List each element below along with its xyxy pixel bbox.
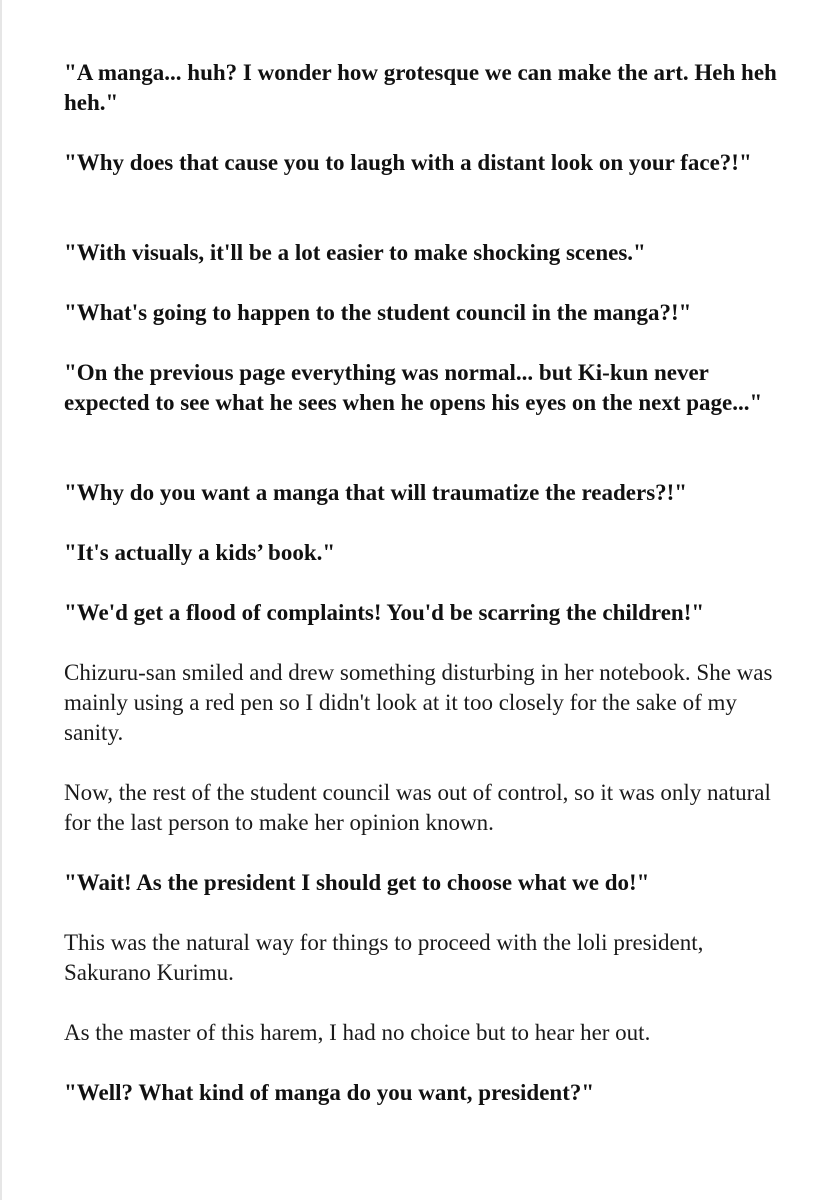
dialogue-line: "With visuals, it'll be a lot easier to make shocking scenes."	[64, 240, 646, 265]
dialogue-line: "A manga... huh? I wonder how grotesque we can make the art. Heh heh heh."	[64, 60, 777, 115]
dialogue-line: "What's going to happen to the student council in the manga?!"	[64, 300, 692, 325]
dialogue-line: "Wait! As the president I should get to choose what we do!"	[64, 870, 650, 895]
dialogue-line: "On the previous page everything was normal... but Ki-kun never expected to see what he sees when he opens his eyes on the next page..."	[64, 360, 763, 415]
page-edge	[0, 0, 2, 1200]
narration-paragraph: As the master of this harem, I had no choice but to hear her out.	[64, 1020, 651, 1045]
dialogue-line: "We'd get a flood of complaints! You'd be scarring the children!"	[64, 600, 705, 625]
narration-paragraph: Now, the rest of the student council was out of control, so it was only natural for the last person to make her opinion known.	[64, 780, 771, 835]
narration-paragraph: This was the natural way for things to proceed with the loli president, Sakurano Kurimu.	[64, 930, 704, 985]
dialogue-line: "Well? What kind of manga do you want, president?"	[64, 1080, 595, 1105]
narration-paragraph: Chizuru-san smiled and drew something disturbing in her notebook. She was mainly using a red pen so I didn't look at it too closely for the sake of my sanity.	[64, 660, 773, 745]
dialogue-line: "It's actually a kids’ book."	[64, 540, 336, 565]
dialogue-line: "Why do you want a manga that will traumatize the readers?!"	[64, 480, 688, 505]
dialogue-line: "Why does that cause you to laugh with a distant look on your face?!"	[64, 150, 752, 175]
